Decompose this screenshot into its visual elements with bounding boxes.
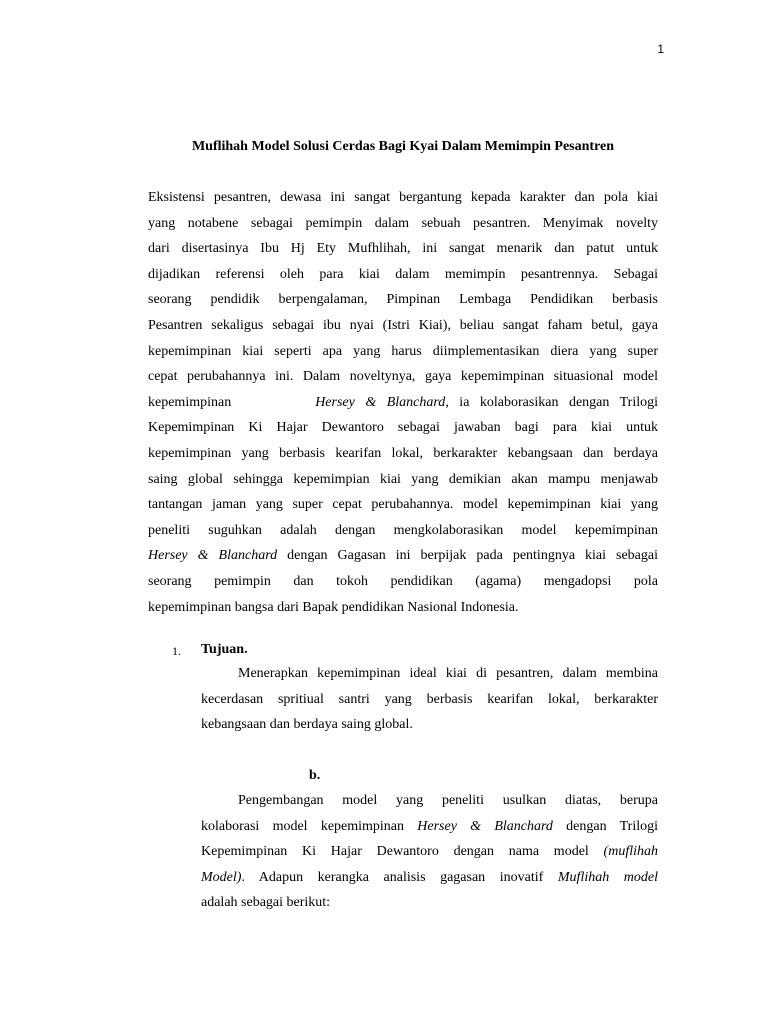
paragraph-line: Menerapkan kepemimpinan ideal kiai di pesantren, dalam membina bbox=[238, 666, 658, 681]
paragraph-line-mixed bbox=[201, 814, 658, 840]
paragraph-line: dari disertasinya Ibu Hj Ety Mufhlihah, ini sangat menarik dan patut untuk bbox=[148, 241, 658, 257]
section-b-paragraph bbox=[201, 788, 658, 916]
list-number: 1. bbox=[172, 644, 181, 658]
paragraph-line: kecerdasan spritiual santri yang berbasis kearifan lokal, berkarakter bbox=[201, 691, 658, 707]
section-heading-tujuan: Tujuan. bbox=[201, 642, 248, 657]
paragraph-line: kepemimpinan bangsa dari Bapak pendidikan Nasional Indonesia. bbox=[148, 599, 519, 615]
intro-paragraph bbox=[148, 185, 658, 620]
paragraph-line: Kepemimpinan Ki Hajar Dewantoro sebagai jawaban bagi para kiai untuk bbox=[148, 420, 658, 436]
paragraph-line: kepemimpinan kiai seperti apa yang harus diimplementasikan diera yang super bbox=[148, 343, 658, 359]
paragraph-line: seorang pemimpin dan tokoh pendidikan (agama) mengadopsi pola bbox=[148, 573, 658, 589]
paragraph-line: Pesantren sekaligus sebagai ibu nyai (Istri Kiai), beliau sangat faham betul, gaya bbox=[148, 317, 658, 333]
document-title: Muflihah Model Solusi Cerdas Bagi Kyai Dalam Memimpin Pesantren bbox=[191, 139, 615, 154]
line-text: kolaborasi model kepemimpinan bbox=[201, 818, 418, 834]
italic-term: (muflihah bbox=[603, 844, 658, 860]
paragraph-line: peneliti suguhkan adalah dengan mengkolaborasikan model kepemimpinan bbox=[148, 522, 658, 538]
paragraph-line: yang notabene sebagai pemimpin dalam sebuah pesantren. Menyimak novelty bbox=[148, 215, 658, 231]
line-text: dengan Trilogi bbox=[552, 818, 658, 834]
italic-term: Muflihah model bbox=[557, 869, 659, 885]
italic-term: Model) bbox=[201, 869, 242, 885]
line-text: kepemimpinan bbox=[148, 394, 232, 410]
paragraph-line-mixed bbox=[148, 390, 658, 416]
page-number: 1 bbox=[657, 42, 664, 56]
paragraph-line-mixed bbox=[148, 543, 658, 569]
italic-term: Hersey & Blanchard bbox=[315, 394, 446, 410]
line-text: Kepemimpinan Ki Hajar Dewantoro dengan nama model bbox=[201, 844, 604, 860]
section-label-b: b. bbox=[309, 768, 321, 783]
paragraph-line: Pengembangan model yang peneliti usulkan diatas, berupa bbox=[238, 793, 658, 808]
paragraph-line: tantangan jaman yang super cepat perubahannya. model kepemimpinan kiai yang bbox=[148, 497, 658, 513]
paragraph-line: kepemimpinan yang berbasis kearifan lokal, berkarakter kebangsaan dan berdaya bbox=[148, 445, 658, 461]
tujuan-paragraph bbox=[201, 661, 658, 738]
paragraph-line: seorang pendidik berpengalaman, Pimpinan Lembaga Pendidikan berbasis bbox=[148, 292, 658, 308]
paragraph-line-mixed bbox=[201, 865, 658, 891]
line-text: . Adapun kerangka analisis gagasan inovatif bbox=[241, 869, 558, 885]
italic-term: Hersey & Blanchard bbox=[148, 548, 278, 564]
paragraph-line: cepat perubahannya ini. Dalam noveltynya, gaya kepemimpinan situasional model bbox=[148, 369, 658, 385]
paragraph-line: saing global sehingga kepemimpian kiai yang demikian akan mampu menjawab bbox=[148, 471, 658, 487]
italic-term: Hersey & Blanchard bbox=[417, 818, 553, 834]
paragraph-line: kebangsaan dan berdaya saing global. bbox=[201, 717, 413, 733]
paragraph-line: dijadikan referensi oleh para kiai dalam memimpin pesantrennya. Sebagai bbox=[148, 266, 658, 282]
paragraph-line: Eksistensi pesantren, dewasa ini sangat bergantung kepada karakter dan pola kiai bbox=[148, 190, 658, 205]
line-text: , ia kolaborasikan dengan Trilogi bbox=[445, 394, 659, 410]
paragraph-line: adalah sebagai berikut: bbox=[201, 895, 331, 911]
paragraph-line-mixed bbox=[201, 839, 658, 865]
line-text: dengan Gagasan ini berpijak pada pentingnya kiai sebagai bbox=[277, 548, 658, 564]
